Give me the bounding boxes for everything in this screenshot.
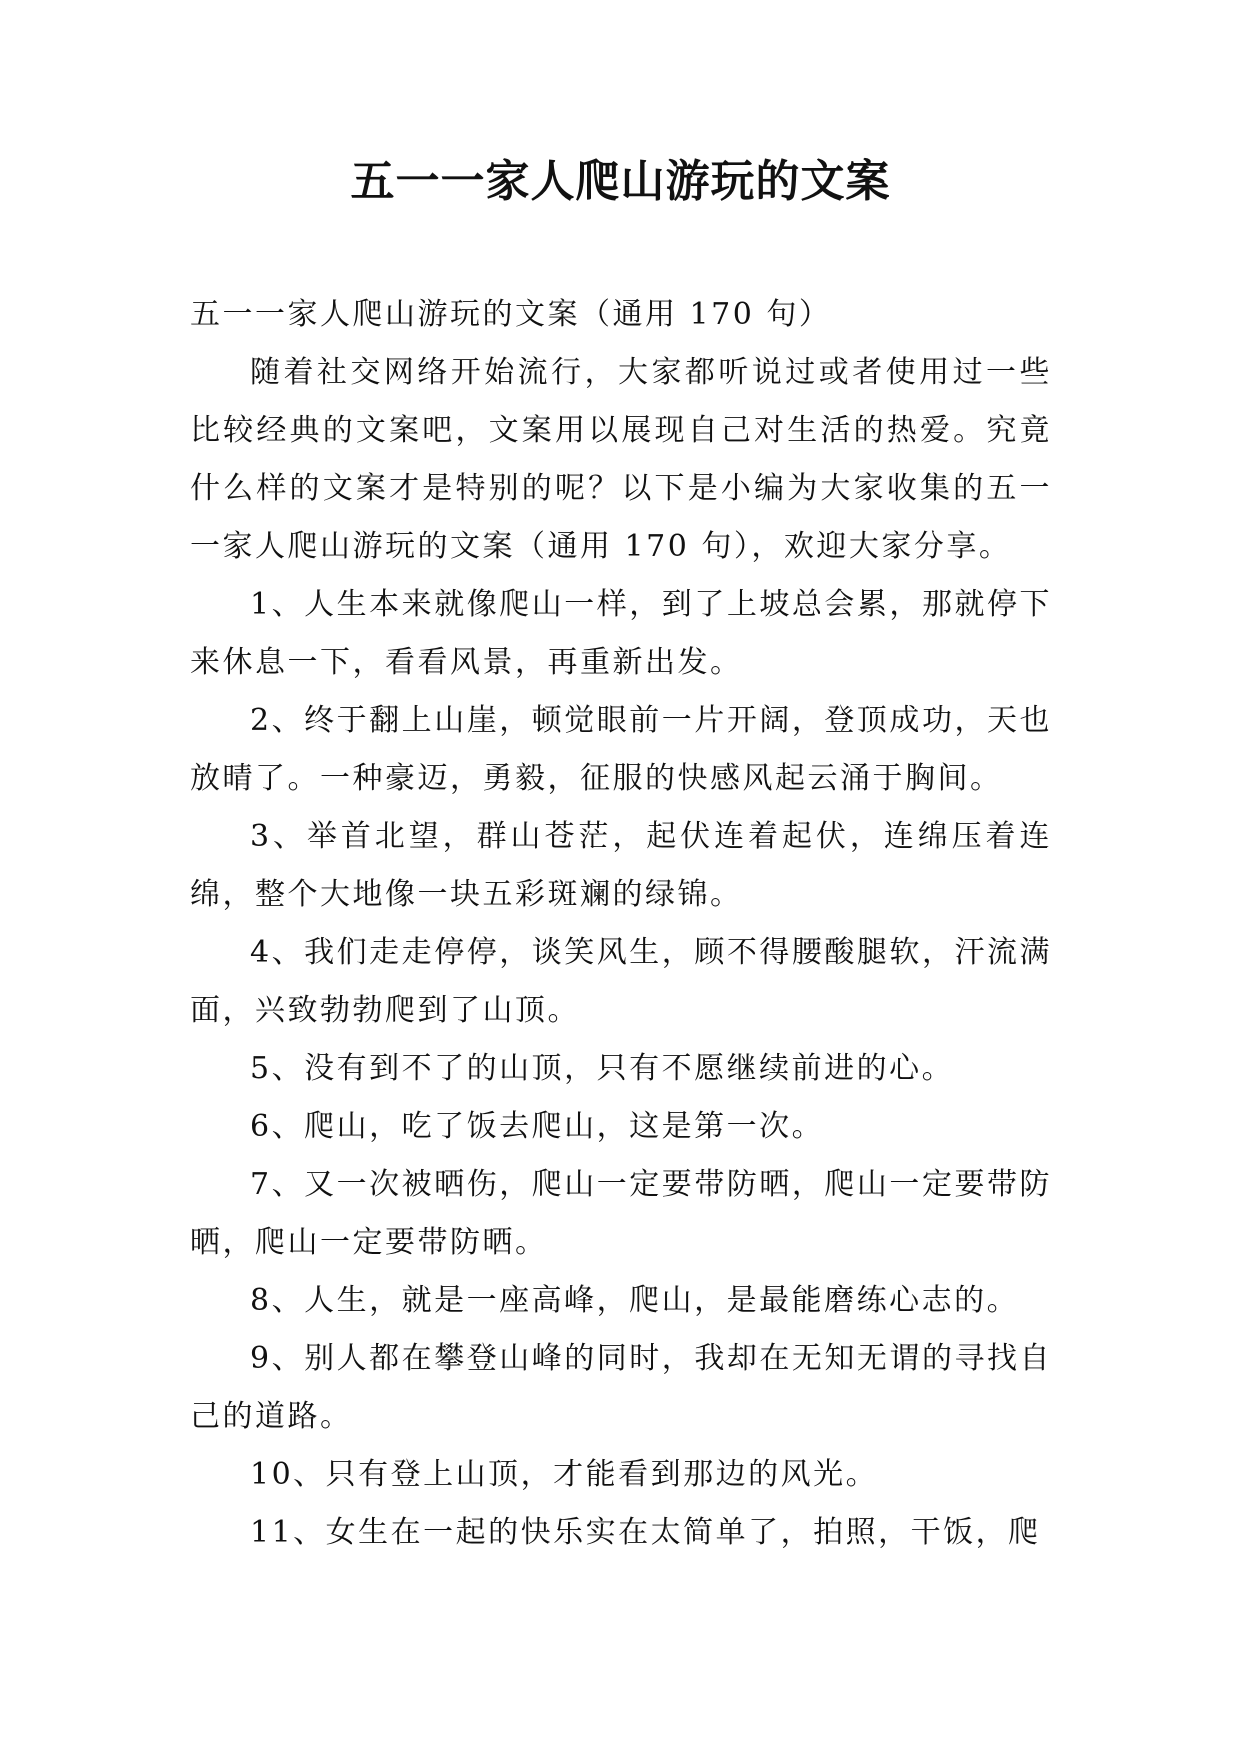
list-item-2: 2、终于翻上山崖，顿觉眼前一片开阔，登顶成功，天也放晴了。一种豪迈，勇毅，征服的快感风起云涌于胸间。 (190, 703, 1052, 796)
list-item-1: 1、人生本来就像爬山一样，到了上坡总会累，那就停下来休息一下，看看风景，再重新出发。 (190, 587, 1052, 680)
list-item-7: 7、又一次被晒伤，爬山一定要带防晒，爬山一定要带防晒，爬山一定要带防晒。 (190, 1167, 1052, 1260)
list-item-5: 5、没有到不了的山顶，只有不愿继续前进的心。 (250, 1051, 955, 1086)
document-title: 五一一家人爬山游玩的文案 (350, 156, 891, 207)
list-item-4: 4、我们走走停停，谈笑风生，顾不得腰酸腿软，汗流满面，兴致勃勃爬到了山顶。 (190, 935, 1052, 1028)
document-subtitle: 五一一家人爬山游玩的文案（通用 170 句） (190, 297, 832, 332)
document-body (190, 286, 1052, 1562)
list-item-10: 10、只有登上山顶，才能看到那边的风光。 (250, 1457, 879, 1492)
list-item-11: 11、女生在一起的快乐实在太简单了，拍照，干饭，爬 (250, 1515, 1041, 1550)
list-item-8: 8、人生，就是一座高峰，爬山，是最能磨练心志的。 (250, 1283, 1020, 1318)
intro-paragraph: 随着社交网络开始流行，大家都听说过或者使用过一些比较经典的文案吧，文案用以展现自己对生活的热爱。究竟什么样的文案才是特别的呢？以下是小编为大家收集的五一一家人爬山游玩的文案（通用 170 句），欢迎大家分享。 (190, 355, 1052, 564)
list-item-3: 3、举首北望，群山苍茫，起伏连着起伏，连绵压着连绵，整个大地像一块五彩斑斓的绿锦。 (190, 819, 1052, 912)
list-item-6: 6、爬山，吃了饭去爬山，这是第一次。 (250, 1109, 825, 1144)
list-item-9: 9、别人都在攀登山峰的同时，我却在无知无谓的寻找自己的道路。 (190, 1341, 1052, 1434)
